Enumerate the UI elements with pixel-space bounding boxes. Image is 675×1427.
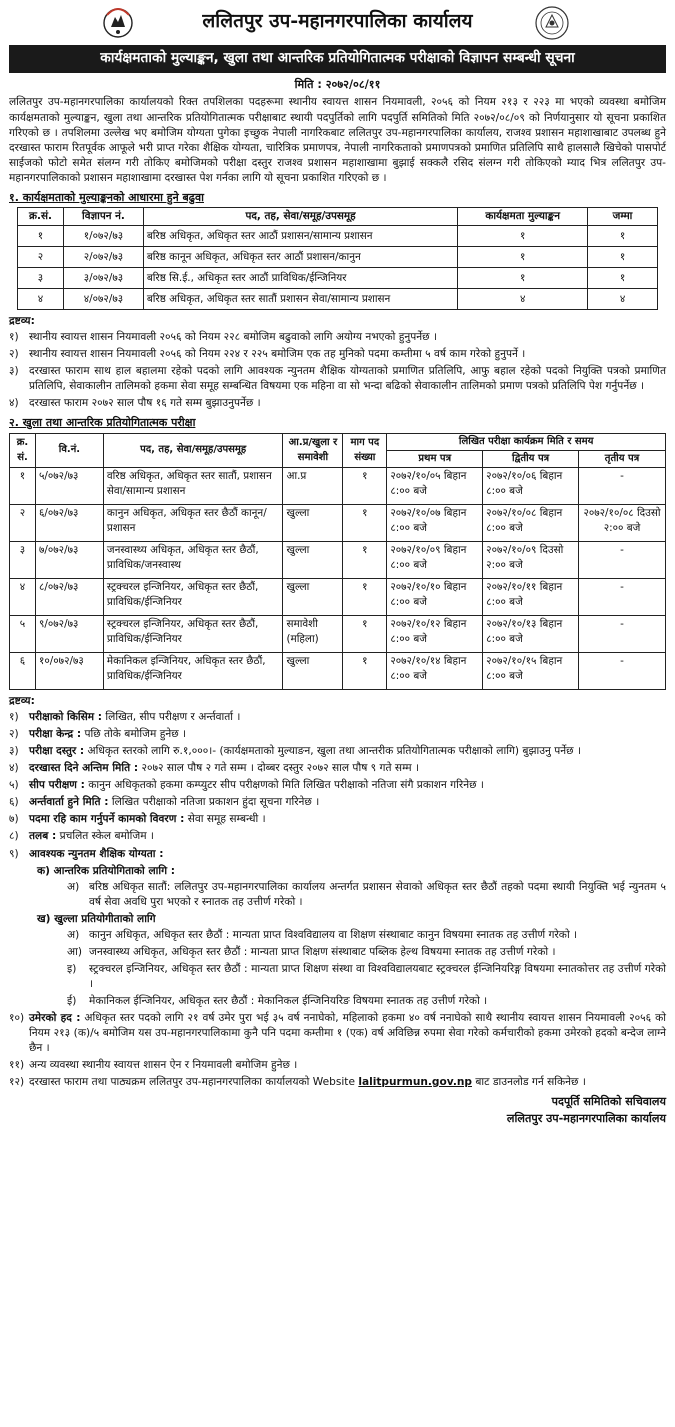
col-header: लिखित परीक्षा कार्यक्रम मिति र समय [387,433,666,450]
item-number: ४) [9,762,19,775]
cell: १ [458,247,588,268]
list-item [53,994,666,1009]
list-item [53,928,666,943]
table-row [18,268,658,289]
item-text: दरखास्त फाराम २०७२ साल पौष १६ गते सम्म बुझाउनुपर्नेछ । [29,397,261,410]
item-number: ३) [9,745,19,758]
item-key: पदमा रहि काम गर्नुपर्ने कामको विवरण : [29,813,185,826]
col-header: जम्मा [588,208,658,226]
col-header: पद, तह, सेवा/समूह/उपसमूह [143,208,457,226]
signature-line: ललितपुर उप-महानगरपालिका कार्यालय [506,1112,666,1126]
item-text: बरिष्ठ अधिकृत सातौं: ललितपुर उप-महानगरपालिका कार्यालय अन्तर्गत प्रशासन सेवाको अधिकृत स्तर छैठौं तहको पदमा स्थायी नियुक्ति भई न्युनतम ५ वर्ष सेवा अवधि पुरा भएको र स्नातक तह उत्तीर्ण गरेको । [89,880,666,908]
cell: २०७२/१०/०९ बिहान ८:०० बजे [387,542,483,579]
cell: २/०७२/७३ [63,247,143,268]
cell: खुल्ला [283,653,343,690]
cell: स्ट्रक्चरल इन्जिनियर, अधिकृत स्तर छैठौं, प्राविधिक/ईन्जिनियर [103,616,283,653]
promotion-table [17,207,658,310]
office-title: ललितपुर उप-महानगरपालिका कार्यालय [202,10,473,32]
cell: ८/०७२/७३ [35,579,103,616]
item-number: ४) [9,397,19,410]
item-number: ११) [9,1058,25,1071]
open-heading: ख) खुल्ला प्रतियोगीताको लागि [37,912,156,925]
item-key: उमेरको हद : [29,1011,81,1024]
cell: १०/०७२/७३ [35,653,103,690]
col-header: आ.प्र/खुला र समावेशी [283,433,343,467]
cell: ९/०७२/७३ [35,616,103,653]
cell: १ [10,468,36,505]
list-item [9,1075,666,1090]
cell: २ [18,247,64,268]
item-text: २०७२ साल पौष २ गते सम्म । दोब्बर दस्तुर २०७२ साल पौष ९ गते सम्म । [138,762,419,775]
cell: जनस्वास्थ्य अधिकृत, अधिकृत स्तर छैठौं, प्राविधिक/जनस्वास्थ [103,542,283,579]
item-number: ६) [9,796,19,809]
nepal-emblem-icon [101,5,135,39]
item-key: परीक्षाको किसिम : [29,711,103,724]
item-text: अधिकृत स्तरको लागि रु.१,०००।- (कार्यक्षमताको मुल्याङन, खुला तथा आन्तरीक प्रतियोगितात्मक परीक्षाको लागि) बुझाउनु पर्नेछ । [84,745,581,758]
notes1-heading: द्रष्टव्य: [9,315,35,328]
exam-table [9,433,666,690]
table-row [18,289,658,310]
cell: २०७२/१०/०९ दिउसो २:०० बजे [483,542,579,579]
cell: २०७२/१०/१२ बिहान ८:०० बजे [387,616,483,653]
cell: ३/०७२/७३ [63,268,143,289]
table-row [10,542,666,579]
cell: १ [343,505,387,542]
item-text: दरखास्त फाराम साथ हाल बहालमा रहेको पदको लागि आवश्यक न्युनतम शैक्षिक योग्यताको प्रमाणित प्रतिलिपि, आफु बहाल रहेको पदको नियुक्ति पत्रको प्रमाणित प्रतिलिपि, सेवाकालीन तालिमको हकमा सेवा समूह सम्बन्धित विषयमा एक महिना वा सो भन्दा बढिको सेवाकालीन तालिमको प्रमाण पत्रको प्रतिलिपि पेश गर्नुपर्नेछ । [29,365,666,393]
cell: मेकानिकल इन्जिनियर, अधिकृत स्तर छैठौं, प्राविधिक/ईन्जिनियर [103,653,283,690]
cell: ३ [10,542,36,579]
signature-block [9,1093,666,1128]
table-row [10,579,666,616]
cell: १ [343,542,387,579]
cell: १ [588,226,658,247]
item-key: परीक्षा दस्तुर : [29,745,85,758]
item-number: आ) [67,945,82,958]
item-text: अधिकृत स्तर पदको लागि २१ वर्ष उमेर पुरा भई ३५ वर्ष ननाघेको, महिलाको हकमा ४० वर्ष ननाघेको साथै स्थानीय स्वायत्त शासन नियमावली २०५६ को नियम २१३ (क)/५ बमोजिम यस उप-महानगरपालिकामा कुनै पनि पदमा कम्तीमा १ (एक) वर्ष अविछिन्न रुपमा सेवा गरेको कर्मचारीको हकमा उमेरको हदको बन्देज लाग्ने छैन । [29,1011,666,1054]
list-item [9,710,666,725]
table-row [10,505,666,542]
item-number: ७) [9,813,19,826]
item-key: परीक्षा केन्द्र : [29,728,82,741]
item-number: १) [9,331,19,344]
website-link[interactable]: lalitpurmun.gov.np [358,1075,472,1088]
cell: खुल्ला [283,505,343,542]
cell: कानुन अधिकृत, अधिकृत स्तर छैठौं कानून/प्रशासन [103,505,283,542]
cell: २ [10,505,36,542]
item-text: लिखित, सीप परीक्षण र अर्न्तवार्ता । [102,711,241,724]
item-number: ३) [9,365,19,378]
cell: १ [458,226,588,247]
item-text: कानुन अधिकृत, अधिकृत स्तर छैठौं : मान्यता प्राप्त विश्वविद्यालय वा शिक्षण संस्थाबाट कानुन विषयमा स्नातक तह उत्तीर्ण गरेको । [89,928,578,941]
col-header: वि.नं. [35,433,103,467]
cell: १ [588,247,658,268]
header [9,4,666,44]
cell: २०७२/१०/१३ बिहान ८:०० बजे [483,616,579,653]
list-item [9,396,666,411]
notes2-list-end [9,1011,666,1090]
cell: १/०७२/७३ [63,226,143,247]
list-item [9,1058,666,1073]
cell: १ [343,468,387,505]
cell: २०७२/१०/१४ बिहान ८:०० बजे [387,653,483,690]
item-number: ९) [9,847,19,860]
table-row [18,247,658,268]
list-item [9,347,666,362]
list-item [53,880,666,910]
cell: २०७२/१०/११ बिहान ८:०० बजे [483,579,579,616]
cell: ५/०७२/७३ [35,468,103,505]
list-item [9,829,666,844]
item-text: दरखास्त फाराम तथा पाठ्यक्रम ललितपुर उप-महानगरपालिका कार्यालयको Website [29,1075,359,1088]
cell: १ [18,226,64,247]
list-item [9,812,666,827]
cell: आ.प्र [283,468,343,505]
cell: २०७२/१०/१० बिहान ८:०० बजे [387,579,483,616]
cell: ४ [10,579,36,616]
item-text: पछि तोके बमोजिम हुनेछ । [81,728,187,741]
item-text: मेकानिकल ईन्जिनियर, अधिकृत स्तर छैठौं : मेकानिकल ईन्जिनियरिङ विषयमा स्नातक तह उत्तीर्ण गरेको । [89,994,488,1007]
cell: २०७२/१०/०५ बिहान ८:०० बजे [387,468,483,505]
cell: ४ [458,289,588,310]
item-number: अ) [67,928,80,941]
item-text: अन्य व्यवस्था स्थानीय स्वायत्त शासन ऐन र नियमावली बमोजिम हुनेछ । [29,1058,298,1071]
cell: १ [343,616,387,653]
col-header: कार्यक्षमता मुल्याङ्कन [458,208,588,226]
table-header-row [10,433,666,450]
list-item [9,847,666,862]
item-text: जनस्वास्थ्य अधिकृत, अधिकृत स्तर छैठौं : मान्यता प्राप्त शिक्षण संस्थाबाट पब्लिक हेल्थ विषयमा स्नातक तह उत्तीर्ण गरेको । [89,945,556,958]
item-number: १) [9,711,19,724]
list-item [9,778,666,793]
cell: ४ [588,289,658,310]
item-key: दरखास्त दिने अन्तिम मिति : [29,762,139,775]
list-item [9,1011,666,1056]
cell: खुल्ला [283,579,343,616]
signature-line: पदपूर्ति समितिको सचिवालय [551,1094,666,1108]
cell: बरिष्ठ अधिकृत, अधिकृत स्तर सातौं प्रशासन सेवा/सामान्य प्रशासन [143,289,457,310]
notes2-heading: द्रष्टव्य: [9,695,35,708]
section2-heading: २. खुला तथा आन्तरिक प्रतियोगितात्मक परीक्षा [9,416,196,430]
intro-paragraph: ललितपुर उप-महानगरपालिका कार्यालयको रिक्त तपशिलका पदहरूमा स्थानीय स्वायत्त शासन नियमावली, २०५६ को नियम २१३ र २२३ मा भएको व्यवस्था बमोजिम कार्यक्षमताको मुल्याङ्कन, खुला तथा आन्तरिक प्रतियोगितात्मक परीक्षाबाट स्थायी पदपुर्तिको लागि पदपुर्ति समितिको मिति २०७२/०८/०९ को निर्णयानुसार यो सूचना प्रकाशित गरिएको छ । तपशिलमा उल्लेख भए बमोजिम योग्यता पुगेका इच्छुक नेपाली नागरिकबाट ललितपुर उप-महानगरपालिका कार्यालय, राजश्व प्रशासन महाशाखाबाट उपलब्ध हुने दरखास्त फाराम रितपूर्वक आफूले भरी प्राप्त गरेका शैक्षिक योग्यता, चारित्रिक प्रमाणपत्र, नेपाली नागरिकताको प्रमाणपत्रको प्रमाणित प्रतिलिपि साथै हालसालै खिचेको पासपोर्ट साईजको फोटो समेत संलग्न गरी तोकिए बमोजिमको परीक्षा दस्तुर राजश्व प्रशासन महाशाखामा बुझाई सक्कलै रसिद संलग्न गरी तोकिएको म्याद भित्र ललितपुर उप-महानगरपालिकाको प्रशासन महाशाखामा दरखास्त पेश गर्नका लागि यो सूचना प्रकाशित गरिएको छ । [9,96,666,184]
list-item [53,962,666,992]
item-number: ई) [67,994,77,1007]
item-text: स्थानीय स्वायत्त शासन नियमावली २०५६ को नियम २२८ बमोजिम बढुवाको लागि अयोग्य नभएको हुनुपर्नेछ । [29,331,437,344]
cell: बरिष्ठ सि.ई., अधिकृत स्तर आठौं प्राविधिक/ईन्जिनियर [143,268,457,289]
list-item [9,795,666,810]
item-key: तलब : [29,830,57,843]
item-text: बाट डाउनलोड गर्न सकिनेछ । [471,1075,586,1088]
col-header: तृतीय पत्र [579,451,666,468]
notice-date: मिति : २०७२/०८/११ [294,77,381,91]
item-text: स्थानीय स्वायत्त शासन नियमावली २०५६ को नियम २२४ र २२५ बमोजिम एक तह मुनिको पदमा कम्तीमा ५ वर्ष काम गरेको हुनुपर्ने । [29,348,526,361]
cell: ७/०७२/७३ [35,542,103,579]
item-text: स्ट्रक्चरल इन्जिनियर, अधिकृत स्तर छैठौं : मान्यता प्राप्त शिक्षण संस्था वा विश्वविद्यालयबाट स्ट्रक्चरल ईन्जिनियरिङ्ग विषयमा स्नातकोत्तर तह उत्तीर्ण गरेको । [89,962,666,990]
cell: - [579,616,666,653]
cell: २०७२/१०/०८ दिउसो २:०० बजे [579,505,666,542]
col-header: माग पद संख्या [343,433,387,467]
cell: बरिष्ठ अधिकृत, अधिकृत स्तर आठौं प्रशासन/सामान्य प्रशासन [143,226,457,247]
cell: स्ट्रक्चरल इन्जिनियर, अधिकृत स्तर छैठौं, प्राविधिक/ईन्जिनियर [103,579,283,616]
cell: २०७२/१०/०६ बिहान ८:०० बजे [483,468,579,505]
cell: १ [458,268,588,289]
item-text: लिखित परीक्षाको नतिजा प्रकाशन हुंदा सूचना गरिनेछ । [108,796,320,809]
table-row [10,653,666,690]
col-header: क्र.सं. [18,208,64,226]
item-number: अ) [67,880,80,893]
list-item [9,364,666,394]
col-header: प्रथम पत्र [387,451,483,468]
cell: २०७२/१०/०७ बिहान ८:०० बजे [387,505,483,542]
item-number: २) [9,728,19,741]
list-item [53,945,666,960]
col-header: विज्ञापन नं. [63,208,143,226]
notes2-list [9,710,666,861]
item-number: इ) [67,962,77,975]
internal-heading: क) आन्तरिक प्रतियोगिताको लागि : [37,864,176,877]
item-number: १२) [9,1075,25,1088]
cell: - [579,542,666,579]
cell: ६ [10,653,36,690]
cell: ६/०७२/७३ [35,505,103,542]
cell: समावेशी (महिला) [283,616,343,653]
list-item [9,330,666,345]
notes1-list [9,330,666,411]
cell: खुल्ला [283,542,343,579]
item-text: प्रचलित स्केल बमोजिम । [56,830,154,843]
cell: ४/०७२/७३ [63,289,143,310]
col-header: द्वितीय पत्र [483,451,579,468]
notice-banner: कार्यक्षमताको मुल्याङ्कन, खुला तथा आन्तरिक प्रतियोगितात्मक परीक्षाको विज्ञापन सम्बन्धी सूचना [9,45,666,73]
table-row [10,468,666,505]
cell: ४ [18,289,64,310]
cell: १ [343,653,387,690]
item-text: सेवा समूह सम्बन्धी । [184,813,266,826]
cell: २०७२/१०/१५ बिहान ८:०० बजे [483,653,579,690]
item-number: १०) [9,1011,25,1024]
item-key: सीप परीक्षण : [29,779,85,792]
cell: ५ [10,616,36,653]
cell: १ [343,579,387,616]
item-key: आवश्यक न्युनतम शैक्षिक योग्यता : [29,847,164,860]
item-key: अर्न्तवार्ता हुने मिति : [29,796,109,809]
cell: - [579,653,666,690]
item-number: २) [9,348,19,361]
col-header: क्र. सं. [10,433,36,467]
col-header: पद, तह, सेवा/समूह/उपसमूह [103,433,283,467]
cell: २०७२/१०/०८ बिहान ८:०० बजे [483,505,579,542]
cell: वरिष्ठ अधिकृत, अधिकृत स्तर सातौं, प्रशासन सेवा/सामान्य प्रशासन [103,468,283,505]
list-item [9,744,666,759]
cell: १ [588,268,658,289]
table-row [18,226,658,247]
item-number: ५) [9,779,19,792]
table-row [10,616,666,653]
cell: - [579,468,666,505]
item-number: ८) [9,830,19,843]
section1-heading: १. कार्यक्षमताको मुल्याङ्कनको आधारमा हुने बढुवा [9,190,204,204]
table-header-row [18,208,658,226]
list-item [9,727,666,742]
list-item [9,761,666,776]
cell: - [579,579,666,616]
municipality-seal-icon [534,5,570,41]
cell: ३ [18,268,64,289]
cell: बरिष्ठ कानून अधिकृत, अधिकृत स्तर आठौं प्रशासन/कानुन [143,247,457,268]
item-text: कानुन अधिकृतको हकमा कम्प्युटर सीप परीक्षणको मिति लिखित परीक्षाको नतिजा संगै प्रकाशन गरिनेछ । [84,779,484,792]
